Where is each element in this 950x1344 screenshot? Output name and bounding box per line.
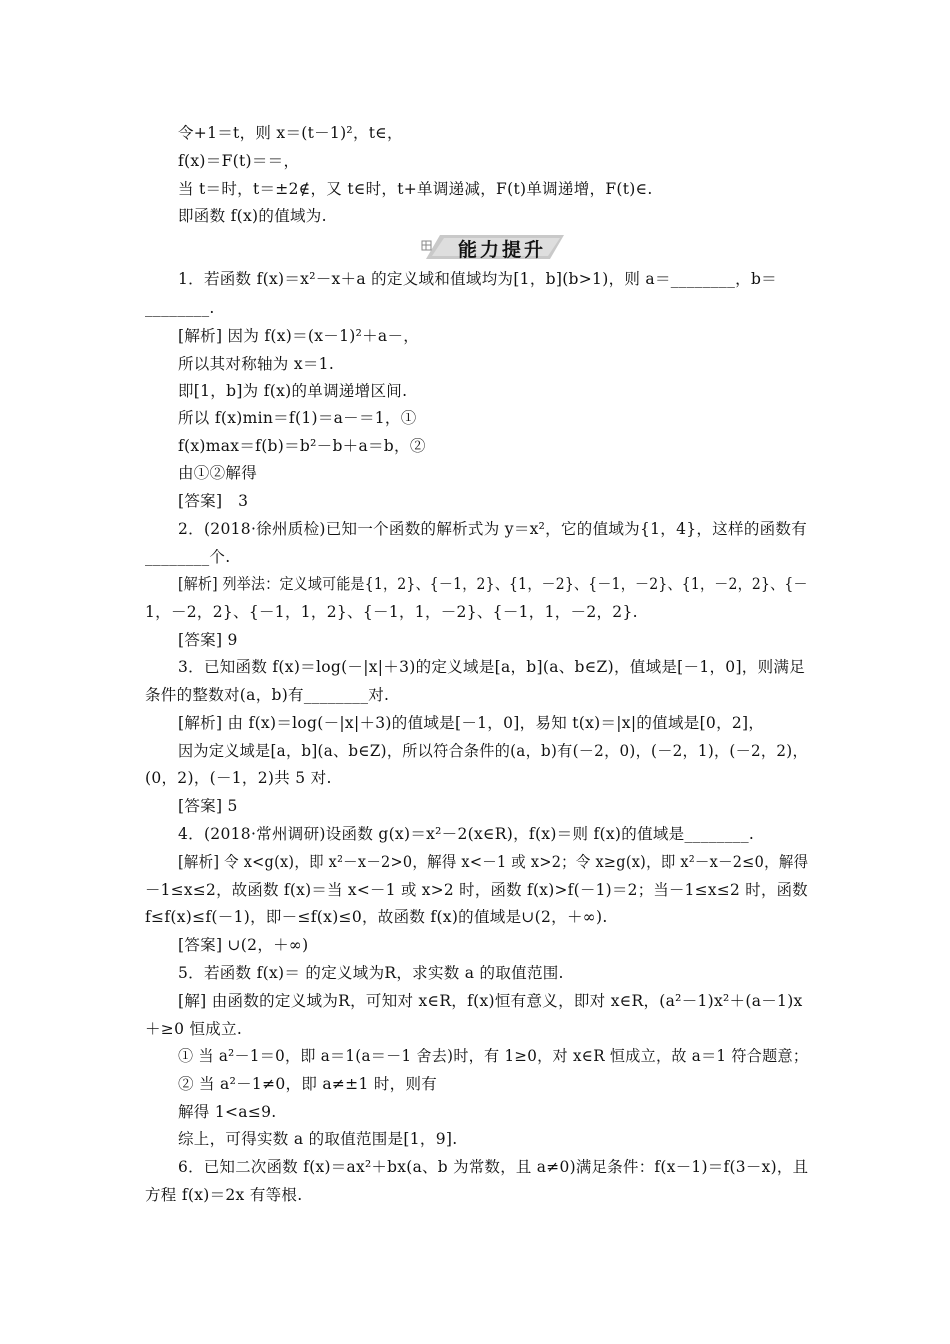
problem-5-line: 5．若函数 f(x)＝ 的定义域为R，求实数 a 的取值范围.	[178, 964, 564, 982]
problem-3-line: (0，2)，(－1，2)共 5 对.	[145, 769, 332, 787]
problem-3-line: 因为定义域是[a，b](a、b∈Z)，所以符合条件的(a，b)有(－2，0)，(－2，1)，(－2，2)，	[178, 742, 808, 760]
section-banner	[418, 232, 568, 262]
problem-2-line: 2．(2018·徐州质检)已知一个函数的解析式为 y＝x²，它的值域为{1，4}，这样的函数有	[178, 520, 808, 538]
problem-5-line: 解得 1<a≤9.	[178, 1103, 277, 1121]
problem-5-line: [解] 由函数的定义域为R，可知对 x∈R，f(x)恒有意义，即对 x∈R，(a²－1)x²＋(a－1)x	[178, 992, 803, 1010]
problem-1-line: ________.	[145, 299, 215, 317]
problem-5-line: 综上，可得实数 a 的取值范围是[1，9].	[178, 1130, 458, 1148]
problem-2-line: ________个.	[145, 548, 231, 566]
problem-1-line: f(x)max＝f(b)＝b²－b＋a＝b，②	[178, 437, 426, 455]
problem-4-line: [解析] 令 x<g(x)，即 x²－x－2>0，解得 x<－1 或 x>2；令 x≥g(x)，即 x²－x－2≤0，解得	[178, 853, 809, 871]
intro-line: 即函数 f(x)的值域为.	[178, 207, 327, 225]
problem-1-line: [解析] 因为 f(x)＝(x－1)²＋a－，	[178, 327, 420, 345]
problem-6-line: 6．已知二次函数 f(x)＝ax²＋bx(a、b 为常数，且 a≠0)满足条件：f(x－1)＝f(3－x)，且	[178, 1158, 809, 1176]
intro-line: 当 t＝时，t＝±2∉，又 t∈时，t+单调递减，F(t)单调递增，F(t)∈.	[178, 180, 653, 198]
problem-5-line: ＋≥0 恒成立.	[145, 1020, 243, 1038]
problem-1-line: 即[1，b]为 f(x)的单调递增区间.	[178, 382, 408, 400]
problem-3-line: 条件的整数对(a，b)有________对.	[145, 686, 390, 704]
intro-line: f(x)＝F(t)＝＝，	[178, 152, 300, 170]
problem-1-line: 所以 f(x)min＝f(1)＝a－＝1，①	[178, 409, 417, 427]
problem-4-line: f≤f(x)≤f(－1)，即－≤f(x)≤0，故函数 f(x)的值域是∪(2，＋∞).	[145, 908, 608, 926]
problem-1-answer: [答案] 3	[178, 492, 249, 510]
problem-3-answer: [答案] 5	[178, 797, 238, 815]
problem-3-line: [解析] 由 f(x)＝log(－|x|＋3)的值域是[－1，0]，易知 t(x)＝|x|的值域是[0，2]，	[178, 714, 765, 732]
problem-4-line: －1≤x≤2，故函数 f(x)＝当 x<－1 或 x>2 时，函数 f(x)>f(－1)＝2；当－1≤x≤2 时，函数	[145, 881, 808, 899]
section-title: 能力提升	[457, 239, 546, 261]
problem-3-line: 3．已知函数 f(x)＝log(－|x|＋3)的定义域是[a，b](a、b∈Z)，值域是[－1，0]，则满足	[178, 658, 805, 676]
problem-2-answer: [答案] 9	[178, 631, 238, 649]
problem-1-line: 所以其对称轴为 x＝1.	[178, 355, 335, 373]
problem-1-line: 由①②解得	[178, 464, 258, 482]
problem-5-line: ② 当 a²－1≠0，即 a≠±1 时，则有	[178, 1075, 438, 1093]
problem-2-line: 1，－2，2}、{－1，1，2}、{－1，1，－2}、{－1，1，－2，2}.	[145, 603, 638, 621]
problem-4-line: 4．(2018·常州调研)设函数 g(x)＝x²－2(x∈R)，f(x)＝则 f(x)的值域是________.	[178, 825, 755, 843]
problem-5-line: ① 当 a²－1＝0，即 a＝1(a＝－1 舍去)时，有 1≥0，对 x∈R 恒成立，故 a＝1 符合题意；	[178, 1047, 809, 1065]
problem-1-line: 1．若函数 f(x)＝x²－x＋a 的定义域和值域均为[1，b](b>1)，则 a＝________，b＝	[178, 270, 777, 288]
problem-2-line: [解析] 列举法：定义域可能是{1，2}、{－1，2}、{1，－2}、{－1，－2}、{1，－2，2}、{－	[178, 575, 808, 593]
problem-4-answer: [答案] ∪(2，＋∞)	[178, 936, 309, 954]
intro-line: 令+1＝t，则 x＝(t－1)²，t∈，	[178, 124, 403, 142]
problem-6-line: 方程 f(x)＝2x 有等根.	[145, 1186, 303, 1204]
